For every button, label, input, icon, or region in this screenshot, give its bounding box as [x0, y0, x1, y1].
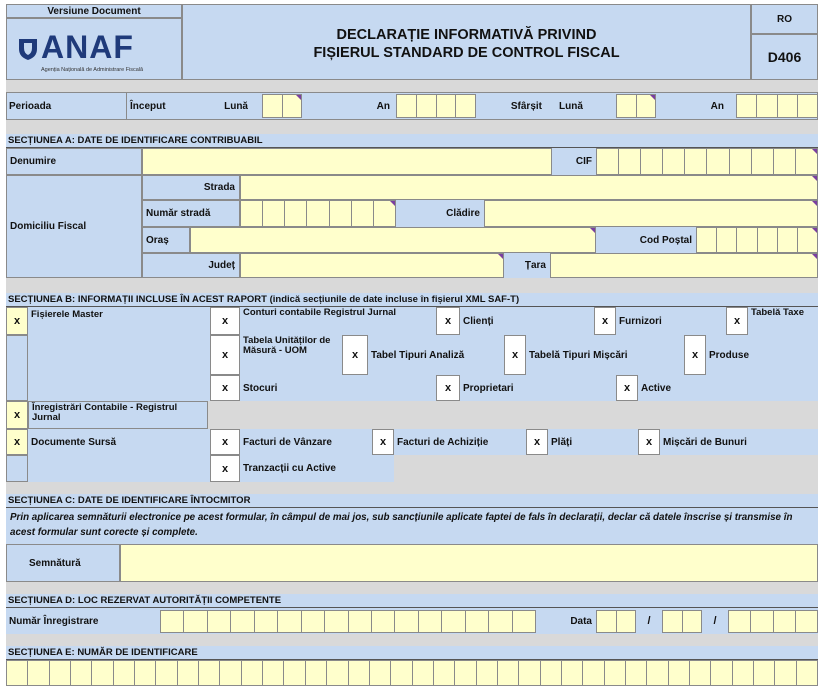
digit-cell[interactable]: [778, 95, 798, 117]
purchase-invoices-checkbox[interactable]: x: [372, 429, 394, 455]
ledger-accounts-label: Conturi contabile Registrul Jurnal: [243, 307, 397, 318]
source-documents-checkbox[interactable]: x: [6, 429, 28, 455]
digit-cell[interactable]: [754, 661, 775, 685]
digit-cell[interactable]: [306, 661, 327, 685]
asset-transactions-checkbox[interactable]: x: [210, 455, 240, 482]
digit-cell[interactable]: [683, 611, 702, 632]
digit-cell[interactable]: [325, 611, 348, 632]
uom-table-checkbox[interactable]: x: [210, 335, 240, 375]
country-code-box: [751, 4, 818, 34]
master-files-indent: [6, 335, 28, 401]
digit-cell[interactable]: [283, 95, 302, 117]
period-label: Perioada: [9, 100, 52, 112]
start-year-input[interactable]: [396, 94, 476, 118]
digit-cell[interactable]: [758, 228, 778, 252]
digit-cell[interactable]: [637, 95, 656, 117]
end-label: Sfârșit: [510, 100, 542, 112]
accounting-entries-label: Înregistrări Contabile - Registrul Jurnal: [28, 401, 208, 429]
digit-cell[interactable]: [697, 228, 717, 252]
digit-cell[interactable]: [231, 611, 254, 632]
cif-label: CIF: [552, 148, 596, 175]
digit-cell[interactable]: [184, 611, 207, 632]
digit-cell[interactable]: [730, 149, 752, 174]
end-year-label: An: [710, 100, 724, 112]
digit-cell[interactable]: [797, 661, 817, 685]
asset-transactions-label: Tranzacții cu Active: [243, 463, 336, 474]
county-label: Județ: [142, 253, 240, 278]
digit-cell[interactable]: [641, 149, 663, 174]
digit-cell[interactable]: [241, 201, 263, 226]
street-number-input[interactable]: [240, 200, 396, 227]
city-input[interactable]: [190, 227, 596, 253]
digit-cell[interactable]: [729, 611, 751, 632]
assets-checkbox[interactable]: x: [616, 375, 638, 401]
digit-cell[interactable]: [774, 611, 796, 632]
digit-cell[interactable]: [434, 661, 455, 685]
digit-cell[interactable]: [255, 611, 278, 632]
digit-cell[interactable]: [397, 95, 417, 117]
payments-label: Plăți: [551, 436, 573, 448]
separator: [6, 120, 818, 134]
digit-cell[interactable]: [619, 149, 641, 174]
digit-cell[interactable]: [349, 661, 370, 685]
name-label: Denumire: [6, 148, 142, 175]
ledger-accounts-checkbox[interactable]: x: [210, 307, 240, 335]
title-line-2: FIȘIERUL STANDARD DE CONTROL FISCAL: [313, 45, 620, 61]
section-d-title: SECȚIUNEA D: LOC REZERVAT AUTORITĂȚII COMPETENTE: [6, 594, 818, 608]
separator: [6, 80, 818, 92]
digit-cell[interactable]: [733, 661, 754, 685]
separator: [6, 634, 818, 646]
tax-table-label: Tabelă Taxe: [751, 307, 804, 318]
end-year-input[interactable]: [736, 94, 818, 118]
movement-types-checkbox[interactable]: x: [504, 335, 526, 375]
shield-icon: [17, 37, 39, 61]
section-e-title: SECȚIUNEA E: NUMĂR DE IDENTIFICARE: [6, 646, 818, 660]
digit-cell[interactable]: [413, 661, 434, 685]
tax-table-checkbox[interactable]: x: [726, 307, 748, 335]
digit-cell[interactable]: [489, 611, 512, 632]
building-label: Clădire: [396, 200, 484, 227]
digit-cell[interactable]: [663, 611, 683, 632]
fiscal-address-label: Domiciliu Fiscal: [6, 175, 142, 278]
digit-cell[interactable]: [263, 95, 283, 117]
digit-cell[interactable]: [278, 611, 301, 632]
digit-cell[interactable]: [442, 611, 465, 632]
digit-cell[interactable]: [774, 149, 796, 174]
digit-cell[interactable]: [798, 95, 817, 117]
digit-cell[interactable]: [513, 611, 535, 632]
digit-cell[interactable]: [717, 228, 737, 252]
digit-cell[interactable]: [466, 611, 489, 632]
assets-label: Active: [641, 382, 672, 394]
digit-cell[interactable]: [28, 661, 49, 685]
date-label: Data: [570, 615, 592, 627]
digit-cell[interactable]: [626, 661, 647, 685]
country-label: Țara: [504, 253, 550, 278]
date-month-input[interactable]: [662, 610, 702, 633]
digit-cell[interactable]: [798, 228, 817, 252]
date-separator: /: [647, 615, 651, 627]
digit-cell[interactable]: [456, 95, 475, 117]
title-line-1: DECLARAȚIE INFORMATIVĂ PRIVIND: [336, 27, 597, 43]
date-separator: /: [713, 615, 717, 627]
accounting-entries-checkbox[interactable]: x: [6, 401, 28, 429]
digit-cell[interactable]: [352, 201, 374, 226]
digit-cell[interactable]: [220, 661, 241, 685]
digit-cell[interactable]: [208, 611, 231, 632]
street-number-label: Număr stradă: [142, 200, 240, 227]
digit-cell[interactable]: [372, 611, 395, 632]
purchase-invoices-label: Facturi de Achiziție: [397, 436, 489, 448]
digit-cell[interactable]: [519, 661, 540, 685]
declaration-statement: Prin aplicarea semnăturii electronice pe acest formular, în câmpul de mai jos, sub sancțiunile aplicate faptei de fals în declarații, declar că datele înscrise și transmise în acest formular sunt corecte și complete.: [6, 508, 818, 544]
digit-cell[interactable]: [690, 661, 711, 685]
source-documents-indent: [6, 455, 28, 482]
digit-cell[interactable]: [199, 661, 220, 685]
registration-number-label: Număr Înregistrare: [9, 615, 99, 627]
separator: [6, 482, 818, 494]
digit-cell[interactable]: [437, 95, 457, 117]
digit-cell[interactable]: [50, 661, 71, 685]
date-day-input[interactable]: [596, 610, 636, 633]
goods-movements-label: Mișcări de Bunuri: [663, 436, 747, 448]
digit-cell[interactable]: [178, 661, 199, 685]
digit-cell[interactable]: [417, 95, 437, 117]
clients-label: Clienți: [463, 315, 494, 327]
goods-movements-checkbox[interactable]: x: [638, 429, 660, 455]
digit-cell[interactable]: [263, 661, 284, 685]
digit-cell[interactable]: [92, 661, 113, 685]
digit-cell[interactable]: [285, 201, 307, 226]
start-month-input[interactable]: [262, 94, 302, 118]
building-input[interactable]: [484, 200, 818, 227]
digit-cell[interactable]: [757, 95, 777, 117]
master-files-label: Fișierele Master: [31, 309, 103, 320]
stocks-label: Stocuri: [243, 382, 278, 394]
version-label-box: [6, 4, 182, 18]
start-label: Început: [126, 92, 182, 120]
suppliers-label: Furnizori: [619, 315, 662, 327]
digit-cell[interactable]: [778, 228, 798, 252]
digit-cell[interactable]: [349, 611, 372, 632]
logo-text: ANAF: [41, 29, 134, 65]
digit-cell[interactable]: [752, 149, 774, 174]
postal-code-input[interactable]: [696, 227, 818, 253]
digit-cell[interactable]: [161, 611, 184, 632]
postal-code-label: Cod Poștal: [596, 227, 696, 253]
gray-filler: [208, 401, 818, 429]
digit-cell[interactable]: [374, 201, 395, 226]
digit-cell[interactable]: [419, 611, 442, 632]
date-year-input[interactable]: [728, 610, 818, 633]
signature-input[interactable]: [120, 544, 818, 582]
digit-cell[interactable]: [597, 149, 619, 174]
digit-cell[interactable]: [391, 661, 412, 685]
version-label: Versiune Document: [47, 5, 141, 17]
digit-cell[interactable]: [7, 661, 28, 685]
county-input[interactable]: [240, 253, 504, 278]
digit-cell[interactable]: [796, 611, 817, 632]
street-input[interactable]: [240, 175, 818, 200]
digit-cell[interactable]: [395, 611, 418, 632]
start-month-label: Lună: [224, 100, 248, 112]
separator: [6, 278, 818, 293]
separator: [6, 582, 818, 594]
digit-cell[interactable]: [737, 228, 757, 252]
digit-cell[interactable]: [477, 661, 498, 685]
sales-invoices-checkbox[interactable]: x: [210, 429, 240, 455]
digit-cell[interactable]: [370, 661, 391, 685]
digit-cell[interactable]: [707, 149, 729, 174]
digit-cell[interactable]: [647, 661, 668, 685]
digit-cell[interactable]: [135, 661, 156, 685]
digit-cell[interactable]: [263, 201, 285, 226]
end-month-input[interactable]: [616, 94, 656, 118]
stocks-checkbox[interactable]: x: [210, 375, 240, 401]
analysis-types-checkbox[interactable]: x: [342, 335, 368, 375]
logo-subtitle: Agenția Națională de Administrare Fiscală: [41, 67, 144, 73]
analysis-types-label: Tabel Tipuri Analiză: [371, 349, 465, 361]
products-checkbox[interactable]: x: [684, 335, 706, 375]
payments-checkbox[interactable]: x: [526, 429, 548, 455]
digit-cell[interactable]: [663, 149, 685, 174]
digit-cell[interactable]: [685, 149, 707, 174]
digit-cell[interactable]: [330, 201, 352, 226]
registration-number-input[interactable]: [160, 610, 536, 633]
digit-cell[interactable]: [71, 661, 92, 685]
digit-cell[interactable]: [302, 611, 325, 632]
digit-cell[interactable]: [617, 611, 636, 632]
digit-cell[interactable]: [242, 661, 263, 685]
digit-cell[interactable]: [669, 661, 690, 685]
identification-number-input[interactable]: [6, 660, 818, 686]
movement-types-label: Tabelă Tipuri Mișcări: [529, 349, 628, 361]
digit-cell[interactable]: [617, 95, 637, 117]
digit-cell[interactable]: [541, 661, 562, 685]
street-label: Strada: [142, 175, 240, 200]
digit-cell[interactable]: [775, 661, 796, 685]
digit-cell[interactable]: [498, 661, 519, 685]
name-input[interactable]: [142, 148, 552, 175]
cif-input[interactable]: [596, 148, 818, 175]
digit-cell[interactable]: [156, 661, 177, 685]
digit-cell[interactable]: [114, 661, 135, 685]
digit-cell[interactable]: [796, 149, 817, 174]
digit-cell[interactable]: [605, 661, 626, 685]
section-c-title: SECȚIUNEA C: DATE DE IDENTIFICARE ÎNTOCMITOR: [6, 494, 818, 508]
digit-cell[interactable]: [284, 661, 305, 685]
clients-checkbox[interactable]: x: [436, 307, 460, 335]
country-input[interactable]: [550, 253, 818, 278]
section-a-title: SECȚIUNEA A: DATE DE IDENTIFICARE CONTRIBUABIL: [6, 134, 818, 148]
gray-filler: [394, 455, 818, 482]
master-files-checkbox[interactable]: x: [6, 307, 28, 335]
form-title: [182, 4, 751, 80]
digit-cell[interactable]: [562, 661, 583, 685]
sales-invoices-label: Facturi de Vânzare: [243, 436, 332, 448]
digit-cell[interactable]: [327, 661, 348, 685]
form-code-box: [751, 34, 818, 80]
digit-cell[interactable]: [597, 611, 617, 632]
end-month-label: Lună: [559, 100, 583, 112]
digit-cell[interactable]: [751, 611, 773, 632]
anaf-logo: [6, 18, 182, 80]
city-label: Oraș: [142, 227, 190, 253]
source-documents-label: Documente Sursă: [31, 436, 117, 448]
owners-label: Proprietari: [463, 382, 514, 394]
digit-cell[interactable]: [711, 661, 732, 685]
digit-cell[interactable]: [307, 201, 329, 226]
section-b-title: SECȚIUNEA B: INFORMAȚII INCLUSE ÎN ACEST RAPORT (indică secțiunile de date incluse în fișierul XML SAF-T): [6, 293, 818, 307]
start-year-label: An: [376, 100, 390, 112]
owners-checkbox[interactable]: x: [436, 375, 460, 401]
digit-cell[interactable]: [737, 95, 757, 117]
suppliers-checkbox[interactable]: x: [594, 307, 616, 335]
products-label: Produse: [709, 349, 750, 361]
country-code: RO: [777, 13, 792, 25]
uom-table-label: Tabela Unităților de Măsură - UOM: [243, 335, 331, 356]
digit-cell[interactable]: [455, 661, 476, 685]
signature-label: Semnătură: [6, 544, 120, 582]
digit-cell[interactable]: [583, 661, 604, 685]
form-code: D406: [767, 49, 802, 65]
